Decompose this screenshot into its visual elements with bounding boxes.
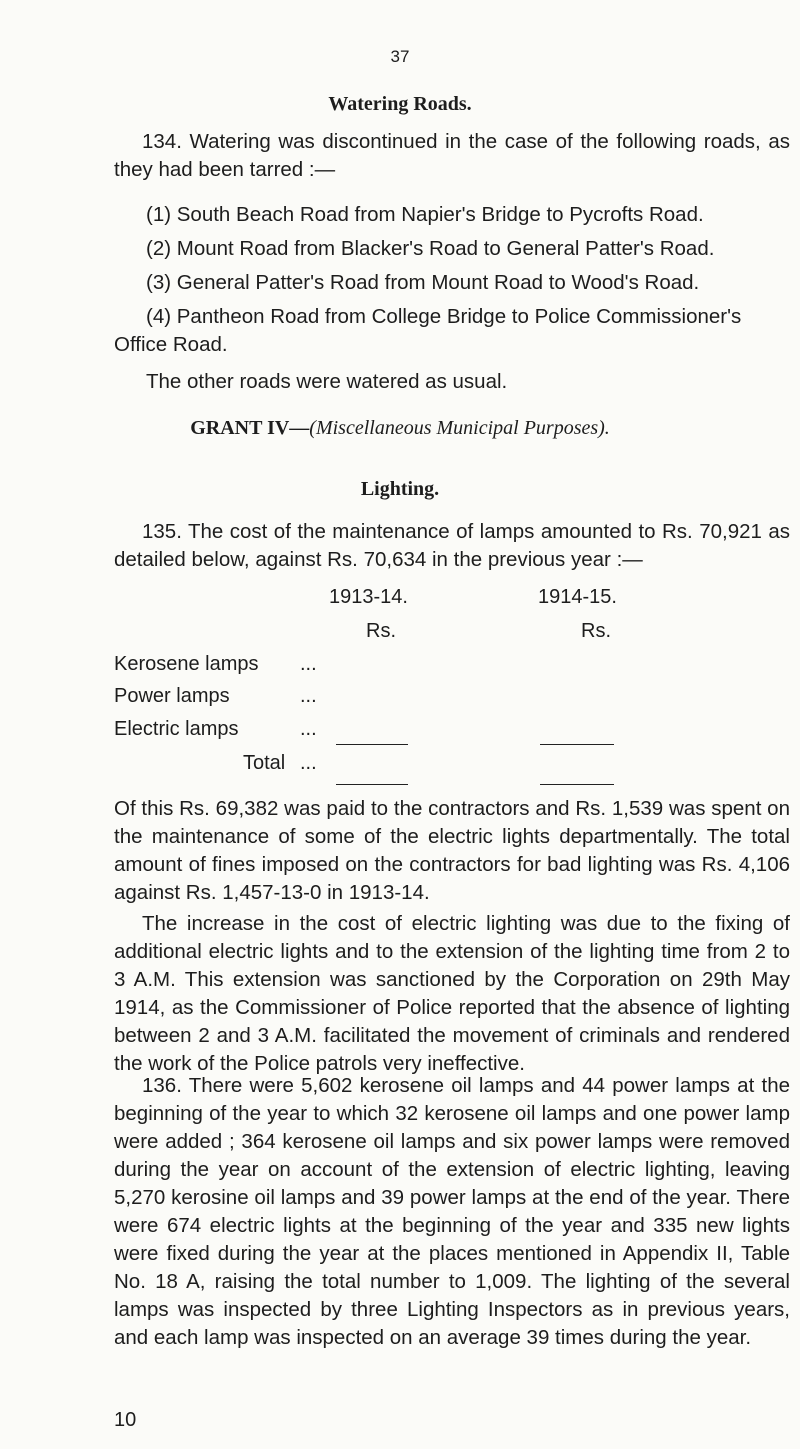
total-rule-1914 (540, 784, 614, 785)
subtotal-rule-1913 (336, 744, 408, 745)
paragraph-134-intro: 134. Watering was discontinued in the case of the following roads, as they had been tarred :— (114, 130, 790, 181)
page-number: 37 (390, 47, 410, 66)
section-title: Watering Roads. (328, 93, 472, 115)
subsection-title: Lighting. (360, 478, 440, 500)
grant-title-main: GRANT IV— (190, 417, 310, 439)
row-dots: ... (300, 718, 317, 740)
row-dots: ... (300, 653, 317, 675)
road-item-2: (2) Mount Road from Blacker's Road to General Patter's Road. (146, 237, 715, 260)
grant-title (0, 417, 800, 440)
header-unit-2: Rs. (581, 620, 611, 642)
paragraph-after-table: Of this Rs. 69,382 was paid to the contractors and Rs. 1,539 was spent on the maintenance of some of the electric lights departmentally. The total amount of fines imposed on the contractors for bad lighting was Rs. 4,106 against Rs. 1,457-13-0 in 1913-14. (114, 797, 790, 904)
road-item-1: (1) South Beach Road from Napier's Bridge to Pycrofts Road. (146, 203, 704, 226)
roads-note: The other roads were watered as usual. (146, 370, 508, 393)
road-item-3: (3) General Patter's Road from Mount Road to Wood's Road. (146, 271, 700, 294)
row-label-electric: Electric lamps (114, 718, 239, 740)
paragraph-increase: The increase in the cost of electric lighting was due to the fixing of additional electric lights and to the extension of the lighting time from 2 to 3 A.M. This extension was sanctioned by the Corporation on 29th May 1914, as the Commissioner of Police reported that the absence of lighting between 2 and 3 A.M. facilitated the movement of criminals and rendered the work of the Police patrols very ineffective. (114, 912, 790, 1075)
road-item-4-continued: Office Road. (114, 333, 228, 356)
header-year-1914: 1914-15. (538, 586, 617, 608)
subtotal-rule-1914 (540, 744, 614, 745)
total-rule-1913 (336, 784, 408, 785)
total-dots: ... (300, 752, 317, 774)
grant-title-italic: (Miscellaneous Municipal Purposes). (309, 417, 610, 439)
paragraph-136: 136. There were 5,602 kerosene oil lamps and 44 power lamps at the beginning of the year to which 32 kerosene oil lamps and one power lamp were added ; 364 kerosene oil lamps and six power lamps were removed during the year on account of the extension of electric lighting, leaving 5,270 kerosine oil lamps and 39 power lamps at the end of the year. There were 674 electric lights at the beginning of the year and 335 new lights were fixed during the year at the places mentioned in Appendix II, Table No. 18 A, raising the total number to 1,009. The lighting of the several lamps was inspected by three Lighting Inspectors as in previous years, and each lamp was inspected on an average 39 times during the year. (114, 1074, 790, 1349)
paragraph-135-intro: 135. The cost of the maintenance of lamps amounted to Rs. 70,921 as detailed below, against Rs. 70,634 in the previous year :— (114, 520, 790, 571)
row-dots: ... (300, 685, 317, 707)
header-unit-1: Rs. (366, 620, 396, 642)
header-year-1913: 1913-14. (329, 586, 408, 608)
road-item-4: (4) Pantheon Road from College Bridge to Police Commissioner's (146, 305, 742, 328)
footer-number: 10 (114, 1409, 137, 1431)
row-label-kerosene: Kerosene lamps (114, 653, 259, 675)
total-label: Total (243, 752, 286, 774)
row-label-power: Power lamps (114, 685, 230, 707)
